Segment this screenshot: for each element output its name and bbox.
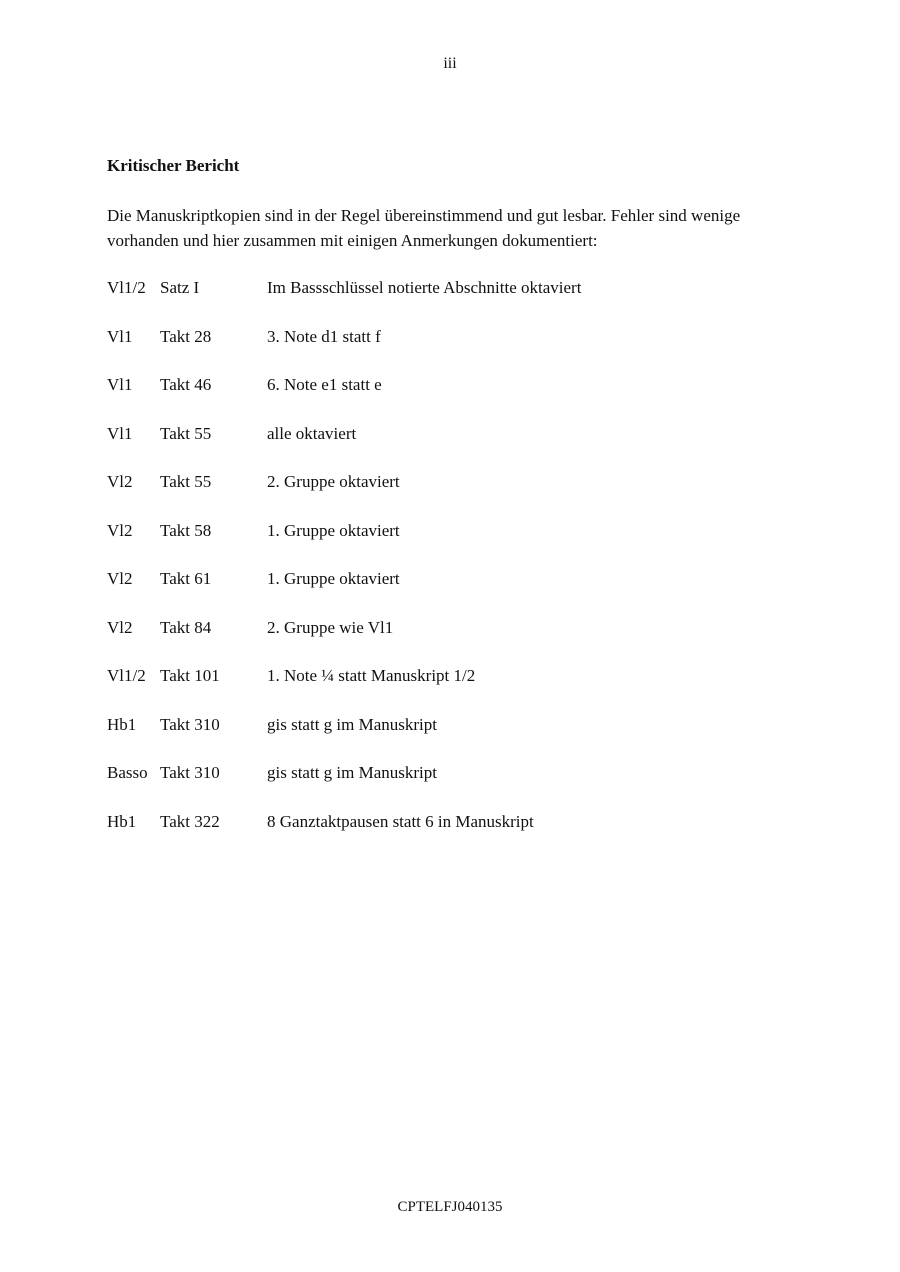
- section-heading: Kritischer Bericht: [107, 156, 240, 175]
- page-number: iii: [443, 55, 457, 72]
- entry-note: gis statt g im Manuskript: [267, 714, 437, 734]
- entry-location: Takt 58: [160, 520, 212, 540]
- entry-row: [107, 471, 807, 520]
- entry-row: [107, 277, 807, 326]
- document-id-footer: CPTELFJ040135: [397, 1199, 503, 1215]
- entry-instrument: Vl2: [107, 520, 133, 540]
- entry-note: 1. Gruppe oktaviert: [267, 520, 400, 540]
- entry-note: 8 Ganztaktpausen statt 6 in Manuskript: [267, 811, 534, 831]
- entry-row: [107, 374, 807, 423]
- entry-note: 2. Gruppe oktaviert: [267, 472, 400, 491]
- entry-location: Satz I: [160, 278, 200, 297]
- entry-location: Takt 101: [160, 666, 220, 685]
- entry-note: Im Bassschlüssel notierte Abschnitte oktaviert: [267, 278, 582, 297]
- entry-instrument: Vl1: [107, 423, 133, 443]
- entry-note: 3. Note d1 statt f: [267, 326, 381, 346]
- entry-row: [107, 568, 807, 617]
- entry-instrument: Basso: [107, 763, 148, 782]
- entry-instrument: Vl1: [107, 375, 133, 394]
- entry-row: [107, 617, 807, 666]
- entry-instrument: Hb1: [107, 811, 137, 831]
- entry-row: [107, 423, 807, 472]
- entry-instrument: Vl1: [107, 326, 133, 346]
- entry-location: Takt 28: [160, 326, 212, 346]
- entry-row: [107, 811, 807, 860]
- entry-note: alle oktaviert: [267, 423, 357, 443]
- entry-location: Takt 61: [160, 569, 212, 588]
- entry-note: 6. Note e1 statt e: [267, 375, 382, 394]
- entry-instrument: Vl2: [107, 569, 133, 588]
- entry-note: 1. Gruppe oktaviert: [267, 569, 400, 588]
- entry-note: 2. Gruppe wie Vl1: [267, 617, 394, 637]
- entry-row: [107, 665, 807, 714]
- entry-row: [107, 762, 807, 811]
- entry-instrument: Hb1: [107, 714, 137, 734]
- entry-row: [107, 520, 807, 569]
- entry-location: Takt 55: [160, 423, 212, 443]
- intro-paragraph: Die Manuskriptkopien sind in der Regel übereinstimmend und gut lesbar. Fehler sind wenige vorhanden und hier zusammen mit einigen Anmerkungen dokumentiert:: [107, 206, 741, 250]
- entry-instrument: Vl2: [107, 617, 133, 637]
- entry-location: Takt 322: [160, 811, 220, 831]
- entry-instrument: Vl1/2: [107, 666, 146, 685]
- entry-location: Takt 84: [160, 617, 212, 637]
- entry-location: Takt 46: [160, 375, 212, 394]
- entry-row: [107, 714, 807, 763]
- entry-note: gis statt g im Manuskript: [267, 763, 437, 782]
- critical-report-entries: [107, 277, 807, 859]
- entry-location: Takt 310: [160, 763, 220, 782]
- entry-location: Takt 310: [160, 714, 220, 734]
- entry-row: [107, 326, 807, 375]
- entry-instrument: Vl1/2: [107, 278, 146, 297]
- entry-location: Takt 55: [160, 472, 212, 491]
- entry-note: 1. Note ¼ statt Manuskript 1/2: [267, 666, 476, 685]
- entry-instrument: Vl2: [107, 472, 133, 491]
